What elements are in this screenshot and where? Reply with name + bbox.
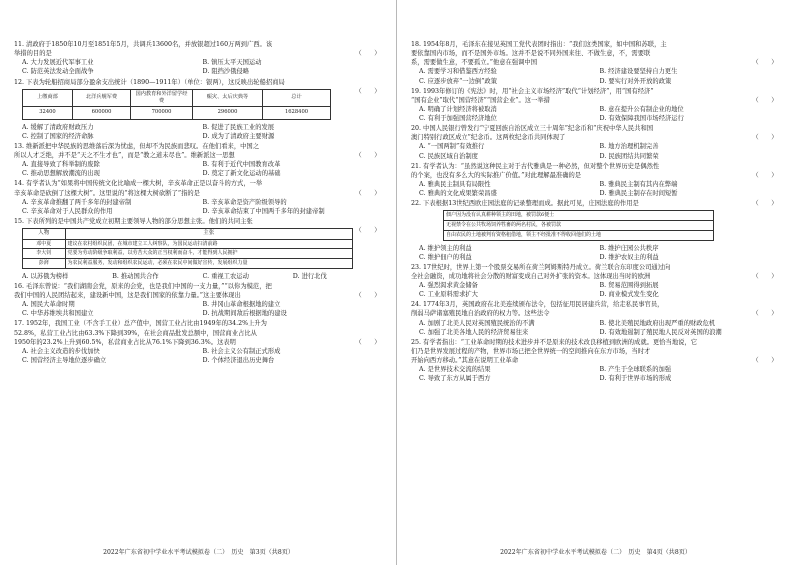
option-d[interactable]: D. 进行北伐 bbox=[292, 272, 327, 280]
option-b[interactable]: B. 辛亥革命是资产阶级领导的 bbox=[202, 198, 287, 206]
answer-paren[interactable]: （ ） bbox=[355, 292, 381, 300]
options bbox=[14, 347, 383, 365]
option-d[interactable]: D. 阻挡沙俄侵略 bbox=[202, 68, 250, 76]
table-cell: 32400 bbox=[23, 106, 73, 119]
option-b[interactable]: B. 雅典民主制有其内在弊端 bbox=[599, 180, 678, 188]
question-stem: 16. 毛泽东曾说：“我们湖南会党，原来的会党，也是我们中国的一支力量，”“以你为模范，把 bbox=[14, 282, 272, 290]
answer-paren[interactable]: （ ） bbox=[355, 87, 381, 95]
question-stem-cont: “国有企业”取代“国营经济”“国营企业”。这一举措 bbox=[411, 96, 550, 104]
table-cell: 296000 bbox=[193, 106, 263, 119]
table-header: 总计 bbox=[263, 89, 331, 106]
question-stem-cont: 要依靠国内市场，而不是国外市场。这并不是说不同外国来往、不做生意，不，需要联 bbox=[411, 50, 651, 58]
question-stem: 19. 1993年修订的《宪法》时，用“社会主义市场经济”取代“计划经济”，用“国有经济” bbox=[411, 87, 654, 95]
option-c[interactable]: C. 推动思想解放潮流的出现 bbox=[22, 170, 100, 178]
options bbox=[14, 123, 383, 141]
question-18 bbox=[411, 40, 780, 86]
answer-paren[interactable]: （ ） bbox=[752, 357, 778, 364]
option-d[interactable]: D. 辛亥革命结束了中国两千多年的封建帝制 bbox=[202, 207, 325, 215]
option-c[interactable]: C. 国营经济主导地位逐步确立 bbox=[22, 356, 107, 364]
question-stem-cont: 所以人才乏绝，并不是“天之不生才也”，而是“教之道未尽也”。维新派这一思想 bbox=[14, 152, 235, 160]
answer-paren[interactable]: （ ） bbox=[752, 59, 778, 67]
options bbox=[14, 198, 383, 216]
option-b[interactable]: B. 经济建设要坚持自力更生 bbox=[599, 68, 678, 76]
options bbox=[411, 244, 780, 262]
question-stem: 20. 中国人民银行曾发行“宁夏回族自治区成立三十周年”纪念币和“庆祝中华人民共和国 bbox=[411, 125, 654, 133]
answer-paren[interactable]: （ ） bbox=[752, 310, 778, 318]
option-a[interactable]: A. 明确了计划经济将被取消 bbox=[419, 105, 497, 113]
option-b[interactable]: B. 有利于近代中国教育改革 bbox=[202, 161, 281, 169]
question-22 bbox=[411, 199, 780, 262]
question-stem: 23. 17世纪时，世界上第一个股票交易所在荷兰阿姆斯特丹成立。荷兰联合东印度公司通过向 bbox=[411, 263, 671, 271]
question-stem-cont: 开始向西方移动。”其意在说明工业革命 bbox=[411, 357, 519, 364]
question-17 bbox=[14, 319, 383, 365]
question-stem: 12. 下表为轮船招商局部分盈余支出统计（1890—1911年）（单位：银两），这反映出轮船招商局 bbox=[14, 78, 285, 86]
option-c[interactable]: C. 应逐步放弃“一边倒”政策 bbox=[419, 77, 498, 85]
option-a[interactable]: A. 加剧了北美人民对英国殖民统治的不满 bbox=[419, 319, 535, 327]
answer-paren[interactable]: （ ） bbox=[355, 189, 381, 197]
thought-table bbox=[22, 228, 353, 269]
question-stem-cont: 我们中国的人民团结起来，建设新中国，这是我们国家的依靠力量。”这主要体现出 bbox=[14, 292, 241, 300]
answer-paren[interactable]: （ ） bbox=[355, 50, 381, 58]
option-a[interactable]: A. 缓解了清政府财政压力 bbox=[22, 123, 94, 131]
question-16 bbox=[14, 282, 383, 319]
option-b[interactable]: B. 促进了民族工业的发展 bbox=[202, 123, 275, 131]
question-20 bbox=[411, 124, 780, 161]
question-stem-cont: 辛亥革命是砍倒了这棵大树”。这里说的“将这棵大树砍断了”指的是 bbox=[14, 189, 200, 197]
options bbox=[14, 160, 383, 178]
option-a[interactable]: A. 辛亥革命推翻了两千多年的封建帝制 bbox=[22, 198, 132, 206]
option-c[interactable]: C. 民族区域自治制度 bbox=[419, 152, 478, 160]
question-13 bbox=[14, 142, 383, 179]
option-b[interactable]: B. 使北美殖民地政府出现严重的财政危机 bbox=[599, 319, 716, 327]
options bbox=[14, 300, 383, 318]
options bbox=[411, 67, 780, 85]
option-b[interactable]: B. 意在提升公有制企业的地位 bbox=[599, 105, 684, 113]
option-a[interactable]: A. 大力发展近代军事工业 bbox=[22, 59, 94, 67]
option-a[interactable]: A. 维护领主的利益 bbox=[419, 244, 472, 252]
option-c[interactable]: C. 防范英法发动全面战争 bbox=[22, 68, 94, 76]
option-d[interactable]: D. 有利于世界市场的形成 bbox=[599, 375, 672, 383]
option-b[interactable]: B. 镇压太平天国运动 bbox=[202, 59, 262, 67]
question-stem-cont: 52.8%，私营工业占比由63.3%下降到39%，在社会商品批发总额中，国营商业占比从 bbox=[14, 329, 257, 337]
answer-paren[interactable]: （ ） bbox=[752, 96, 778, 104]
option-b[interactable]: B. 维护庄园公共秩序 bbox=[599, 244, 659, 252]
table-header: 主张 bbox=[65, 229, 352, 240]
option-d[interactable]: D. 有效保障我国市场经济运行 bbox=[599, 115, 684, 122]
table-cell: 自由农民的土地被判有资格租借地，领主不经批准不得收回他们的土地 bbox=[444, 230, 714, 240]
table-cell: 邓中夏 bbox=[23, 239, 66, 249]
expense-table bbox=[22, 89, 331, 120]
question-stem: 24. 1774年3月，英国政府在北美连续颁布法令，包括征用民居建兵营，给走私民事官员， bbox=[411, 301, 664, 309]
question-stem: 14. 有学者认为“如果将中国传统文化比喻成一棵大树，辛亥革命正是以奋斗的方式，一举 bbox=[14, 180, 263, 188]
question-stem-cont: 全社会融资，成功地将社会分散的财富变成自己对外扩张的资本。这体现出当时的欧洲 bbox=[411, 272, 651, 280]
options bbox=[411, 142, 780, 160]
option-a[interactable]: A. 需要学习和借鉴西方经验 bbox=[419, 68, 497, 76]
option-b[interactable]: B. 地方治理机制完善 bbox=[599, 143, 659, 151]
options bbox=[14, 272, 383, 281]
question-15 bbox=[14, 217, 383, 281]
question-14 bbox=[14, 179, 383, 216]
option-b[interactable]: B. 推动国共合作 bbox=[112, 272, 159, 280]
option-d[interactable]: D. 商业模式发生变化 bbox=[599, 291, 659, 299]
table-cell: 700000 bbox=[131, 106, 193, 119]
option-a[interactable]: A. 国民大革命时期 bbox=[22, 301, 75, 309]
question-21 bbox=[411, 162, 780, 199]
question-23 bbox=[411, 263, 780, 300]
question-stem: 22. 下表根据13世纪西欧庄园法庭的记录整理而成。据此可见，庄园法庭的作用是 bbox=[411, 200, 639, 208]
table-cell: 600000 bbox=[73, 106, 131, 119]
question-stem-cont: 削弱马萨诸塞殖民地自治政府的权力等。这些法令 bbox=[411, 310, 550, 318]
options bbox=[411, 365, 780, 383]
option-d[interactable]: D. 民族团结共同繁荣 bbox=[599, 152, 659, 160]
option-b[interactable]: B. 贸易范围得到拓展 bbox=[599, 282, 659, 289]
table-cell: 佃户因为没有认真耕种领主的田地，被罚款6便士 bbox=[444, 211, 714, 221]
answer-paren[interactable]: （ ） bbox=[752, 134, 778, 142]
question-stem: 25. 有学者指出：“工业革命时期的技术进步并不是原来的技术改良移植到欧洲的成就。更恰当地说，它 bbox=[411, 338, 698, 346]
option-d[interactable]: D. 抗战期间敌后根据地的建设 bbox=[202, 310, 287, 318]
table-header: 国内教育和外洋留学经费 bbox=[131, 89, 193, 106]
option-d[interactable]: D. 维护农奴主的利益 bbox=[599, 253, 659, 261]
question-stem: 15. 下表所列的是中国共产党成立初期主要领导人物的部分思想主张。他们的共同主张 bbox=[14, 217, 253, 225]
option-c[interactable]: C. 加强了北美各地人民的经济贸易往来 bbox=[419, 328, 529, 336]
answer-paren[interactable]: （ ） bbox=[752, 171, 778, 179]
answer-paren[interactable]: （ ） bbox=[355, 338, 381, 346]
option-c[interactable]: C. 控制了国家的经济命脉 bbox=[22, 132, 94, 140]
option-d[interactable]: D. 雅典民主制存在时间短暂 bbox=[599, 190, 678, 197]
question-stem: 21. 有学者认为：“虽然说这种民主对于古代雅典是一种必然，但对整个世界历史是偶然性 bbox=[411, 162, 660, 170]
answer-paren[interactable]: （ ） bbox=[752, 272, 778, 280]
option-a[interactable]: A. 社会主义改造的步伐加快 bbox=[22, 347, 100, 355]
option-a[interactable]: A. 直接导致了科举制的废除 bbox=[22, 161, 100, 169]
table-header: 北洋兵舰军费 bbox=[73, 89, 131, 106]
option-a[interactable]: A. 以苏俄为榜样 bbox=[22, 272, 69, 280]
option-c[interactable]: C. 工业原料需求扩大 bbox=[419, 291, 478, 299]
table-cell: 党要为劳动阶级争取利益，以劳苦大众的正当权利而奋斗，才能得到人民拥护 bbox=[65, 249, 352, 259]
table-header: 赈灾、太后庆典等 bbox=[193, 89, 263, 106]
option-d[interactable]: D. 有效地遏制了殖民地人民反对英国的浪潮 bbox=[599, 328, 722, 336]
option-c[interactable]: C. 中华苏维埃共和国建立 bbox=[22, 310, 94, 318]
question-stem-cont: 举措的目的是 bbox=[14, 50, 52, 58]
options bbox=[411, 281, 780, 299]
exam-page-right bbox=[397, 0, 794, 565]
options bbox=[411, 105, 780, 123]
question-stem: 11. 清政府于1850年10月至1851年5月，共调兵13600名，并放银超过160万两到广西。该 bbox=[14, 41, 273, 48]
option-c[interactable]: C. 重视工农运动 bbox=[202, 272, 249, 280]
option-a[interactable]: A. “一国两制”有效推行 bbox=[419, 143, 485, 151]
table-cell: 1628400 bbox=[263, 106, 331, 119]
option-d[interactable]: D. 成为了清政府主要财源 bbox=[202, 132, 275, 140]
question-stem-cont: 的个案，也没有多么大的实际推广价值。”对此理解最准确的是 bbox=[411, 171, 582, 179]
question-stem: 18. 1954年8月，毛泽东在接见英国工党代表团时指出：“我们这类国家，如中国和苏联，主 bbox=[411, 41, 667, 48]
options bbox=[411, 180, 780, 198]
table-cell: 彭湃 bbox=[23, 259, 66, 269]
option-a[interactable]: A. 强烈渴求黄金储备 bbox=[419, 282, 478, 289]
answer-paren[interactable]: （ ） bbox=[752, 200, 778, 208]
option-b[interactable]: B. 产生于全球联系的加强 bbox=[599, 366, 672, 374]
question-stem-cont: 1950年的23.2%上升到60.5%，私营商业占比从76.1%下降到36.3%。这表明 bbox=[14, 338, 236, 346]
option-c[interactable]: C. 有利于加强国营经济地位 bbox=[419, 115, 497, 122]
option-d[interactable]: D. 个体经济退出历史舞台 bbox=[202, 356, 275, 364]
table-cell: 李大钊 bbox=[23, 249, 66, 259]
page-footer: 2022年广东省初中学业水平考试模拟卷（二） 历史 第3页（共8页） bbox=[103, 549, 294, 557]
option-d[interactable]: D. 奠定了新文化运动的基础 bbox=[202, 170, 281, 178]
options bbox=[411, 319, 780, 337]
option-c[interactable]: C. 雅典的文化成果繁荣昌盛 bbox=[419, 190, 497, 197]
question-stem: 17. 1952年，我国工业（不含手工业）总产值中，国营工业占比由1949年的34.2%上升为 bbox=[14, 320, 267, 328]
question-24 bbox=[411, 300, 780, 337]
option-c[interactable]: C. 辛亥革命对于人民群众的作用 bbox=[22, 207, 113, 215]
answer-paren[interactable]: （ ） bbox=[355, 152, 381, 160]
option-b[interactable]: B. 社会主义公有制正式形成 bbox=[202, 347, 281, 355]
question-stem: 13. 维新派把中华民族的思维落后深为忧虑，但却不为民族而悲叹。在他们看来，中国之 bbox=[14, 142, 260, 150]
table-header: 人物 bbox=[23, 229, 66, 240]
page-footer: 2022年广东省初中学业水平考试模拟卷（二） 历史 第4页（共8页） bbox=[500, 549, 691, 557]
table-cell: 无视禁令在公共牧场饲养牲畜的两名村民，各被罚款 bbox=[444, 221, 714, 231]
question-stem-cont: 们乃是世界发展过程的产物，世界市场已把全世界统一的空间推向在东方市场，当时才 bbox=[411, 347, 651, 355]
option-c[interactable]: C. 导致了东方从属于西方 bbox=[419, 375, 491, 383]
question-11 bbox=[14, 40, 383, 77]
table-cell: 为农民利益服务，发动和组织农民运动，必须在农民中间做好宣传，发展组织力量 bbox=[65, 259, 352, 269]
option-b[interactable]: B. 井冈山革命根据地的建立 bbox=[202, 301, 281, 309]
option-a[interactable]: A. 是世界技术交流的结果 bbox=[419, 366, 491, 374]
option-a[interactable]: A. 雅典民主制具有局限性 bbox=[419, 180, 491, 188]
question-stem-cont: 系，需要做生意，不要孤立。”他意在强调中国 bbox=[411, 59, 538, 67]
option-c[interactable]: C. 维护佃户的利益 bbox=[419, 253, 472, 261]
option-d[interactable]: D. 要实行对外开放的政策 bbox=[599, 77, 672, 85]
question-stem-cont: 澳门特别行政区成立”纪念币。这两枚纪念币共同体现了 bbox=[411, 134, 566, 142]
manor-court-table bbox=[443, 210, 714, 240]
answer-paren[interactable]: （ ） bbox=[355, 227, 381, 235]
table-header: 上缴商部 bbox=[23, 89, 73, 106]
options bbox=[14, 58, 383, 76]
question-19 bbox=[411, 87, 780, 124]
question-12 bbox=[14, 78, 383, 141]
table-cell: 建议在农村组织民团，在城市建立工人纠察队，为国民运动扫清前路 bbox=[65, 239, 352, 249]
question-25 bbox=[411, 338, 780, 384]
